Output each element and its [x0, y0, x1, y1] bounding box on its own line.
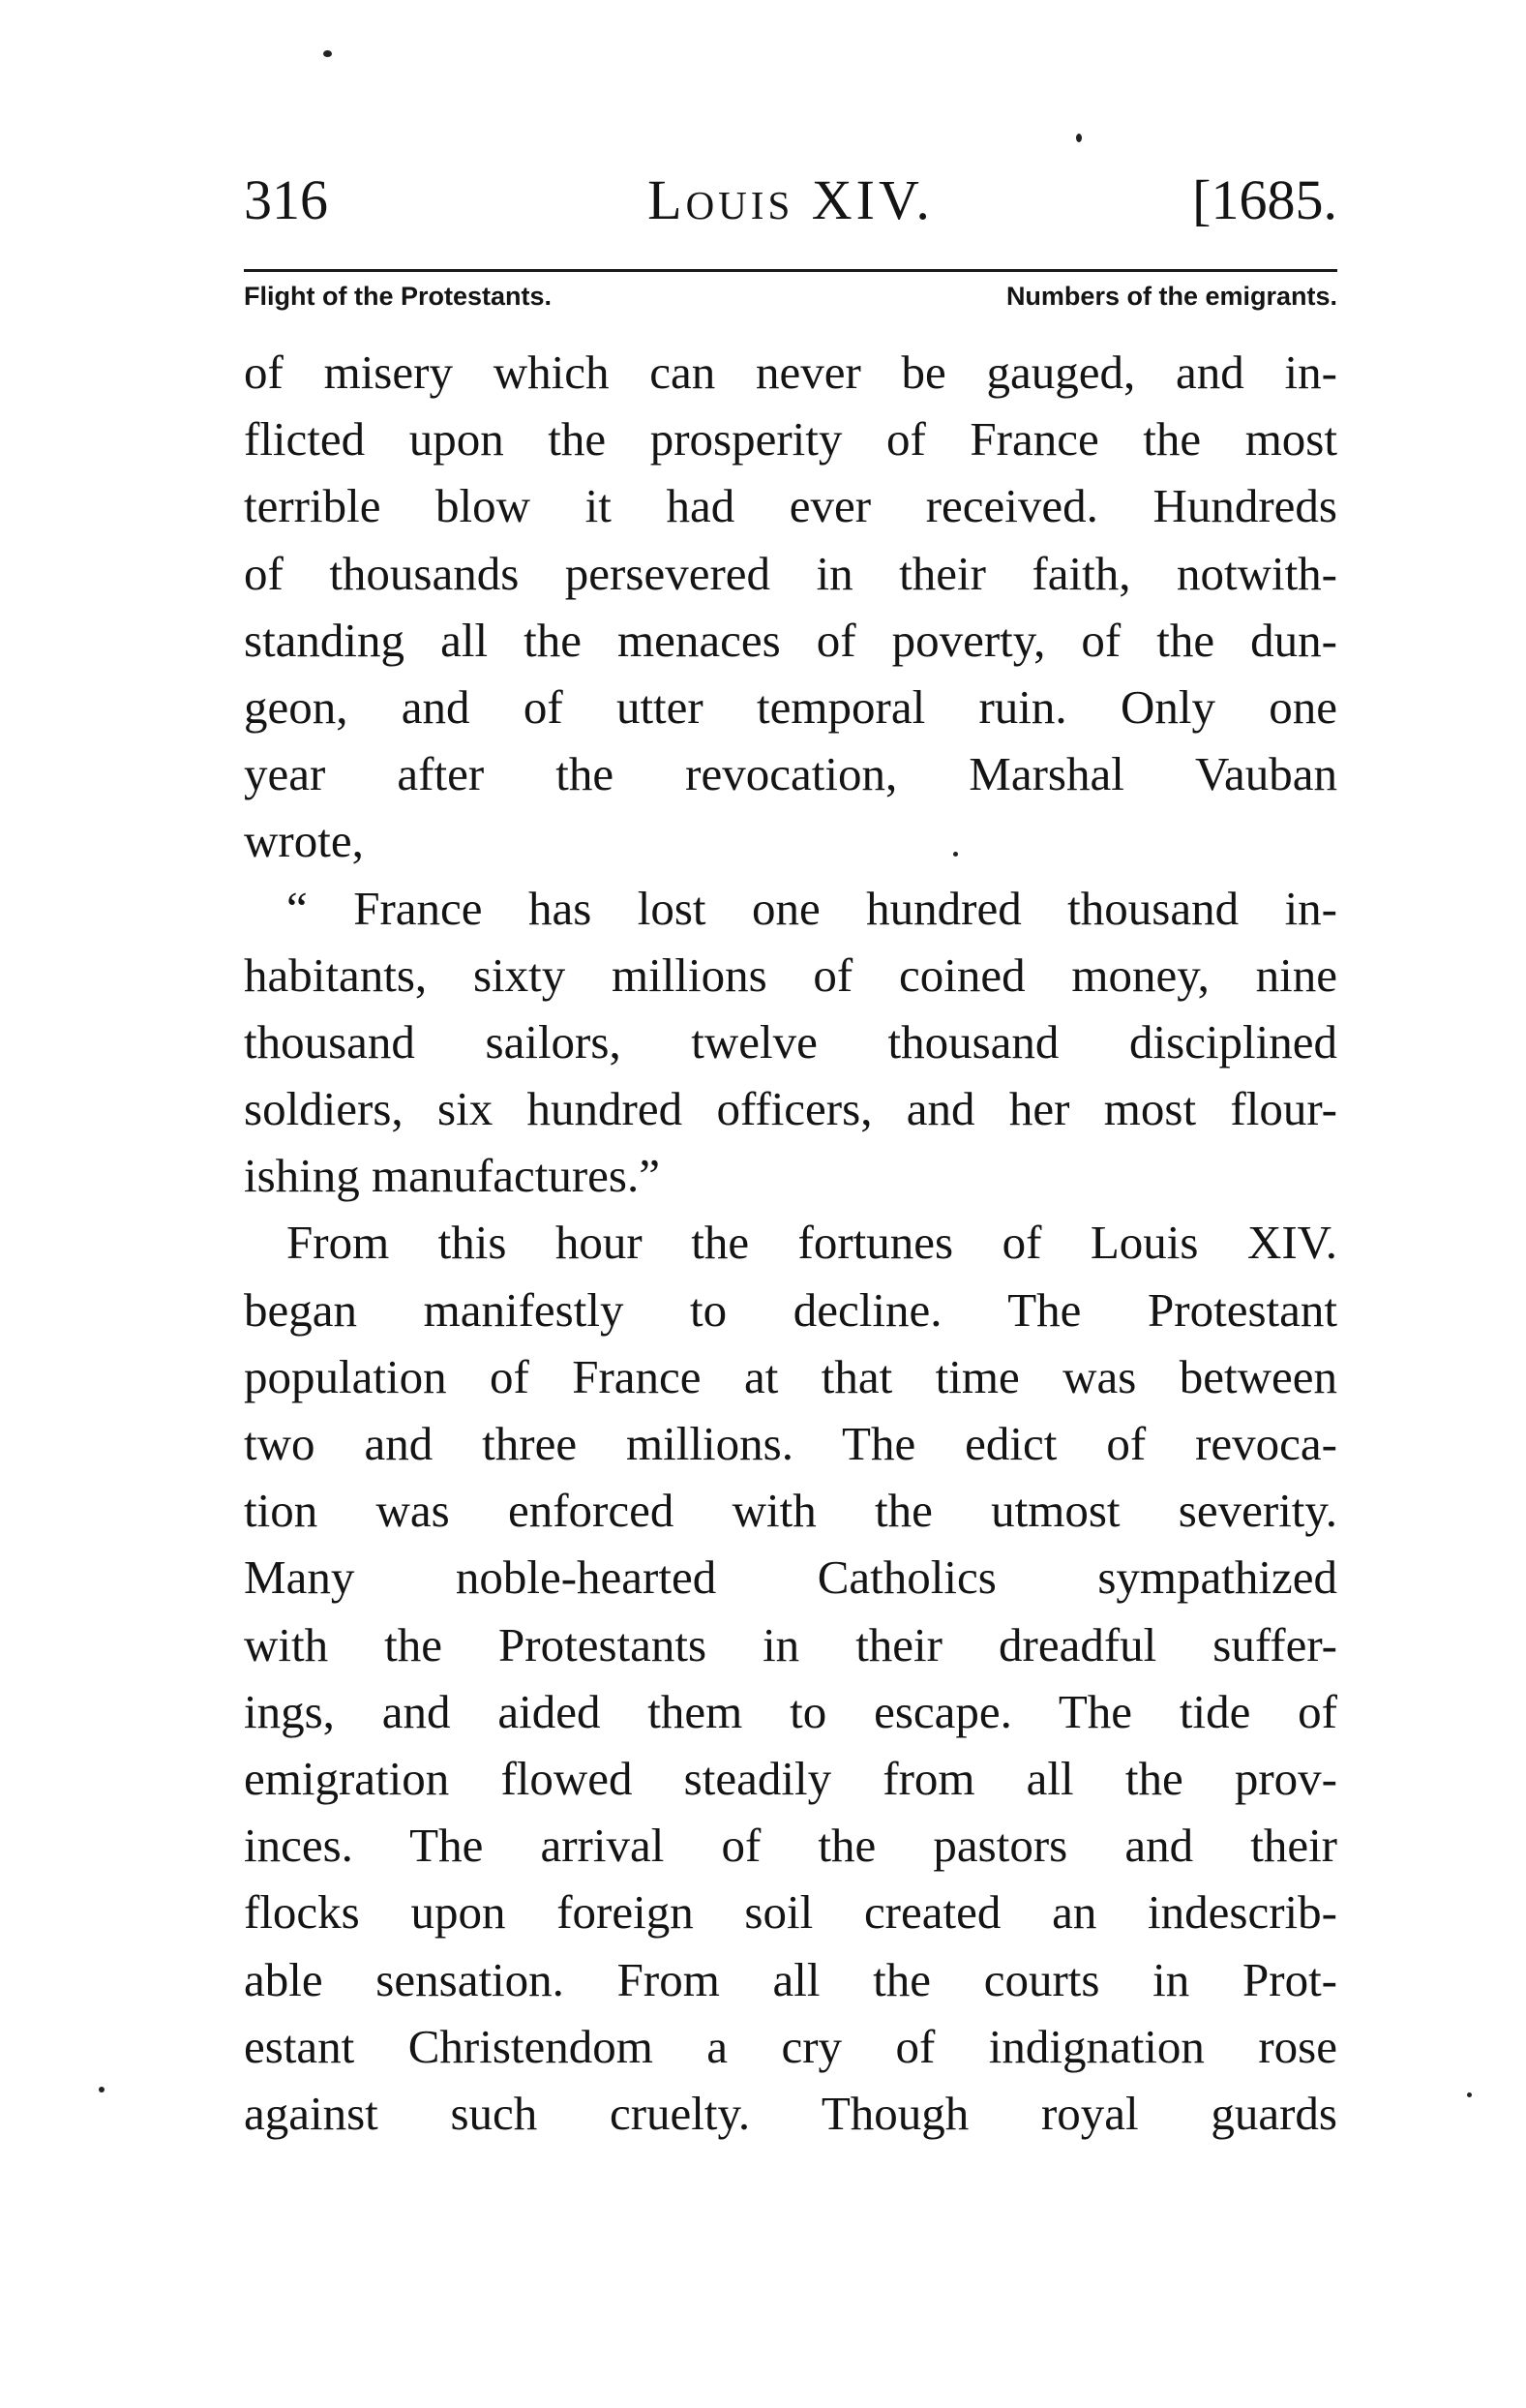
quote-line: ishing manufactures.” — [244, 1149, 660, 1203]
text-line: began manifestly to decline. The Protestant — [244, 1282, 1337, 1337]
header-rule — [244, 269, 1337, 272]
text-line: ings, and aided them to escape. The tide of — [244, 1684, 1337, 1738]
text-line: estant Christendom a cry of indignation rose — [244, 2019, 1337, 2073]
page-number: 316 — [244, 168, 328, 231]
running-year: [1685. — [1192, 168, 1337, 231]
text-line: standing all the menaces of poverty, of the dun- — [244, 613, 1337, 667]
text-line: of thousands persevered in their faith, notwith- — [244, 546, 1337, 600]
ink-speck — [99, 2087, 105, 2092]
quote-line: thousand sailors, twelve thousand disciplined — [244, 1014, 1337, 1069]
text-line: Many noble-hearted Catholics sympathized — [244, 1550, 1337, 1605]
text-line: two and three millions. The edict of revoca- — [244, 1417, 1337, 1470]
text-line: flicted upon the prosperity of France the most — [244, 412, 1337, 467]
side-note-right: Numbers of the emigrants. — [1005, 282, 1337, 311]
ink-speck — [1076, 134, 1082, 142]
text-line: with the Protestants in their dreadful suffer- — [244, 1617, 1337, 1671]
text-line: terrible blow it had ever received. Hundreds — [244, 479, 1337, 533]
text-line: inces. The arrival of the pastors and their — [244, 1819, 1337, 1873]
quote-line: soldiers, six hundred officers, and her most flour- — [244, 1082, 1337, 1136]
running-title: Louis XIV. — [647, 168, 934, 231]
text-line: population of France at that time was between — [244, 1349, 1337, 1403]
body-text — [244, 339, 1337, 2147]
side-note-left: Flight of the Protestants. — [244, 282, 553, 311]
running-head — [244, 166, 1337, 234]
quote-line: “ France has lost one hundred thousand in- — [286, 881, 1337, 935]
text-line: geon, and of utter temporal ruin. Only one — [244, 679, 1337, 734]
ink-speck — [953, 852, 958, 857]
text-line: wrote, — [244, 814, 364, 868]
text-line: emigration flowed steadily from all the prov- — [244, 1751, 1337, 1805]
text-line: year after the revocation, Marshal Vauban — [244, 747, 1337, 801]
quote-line: habitants, sixty millions of coined money, nine — [244, 948, 1337, 1002]
text-line: able sensation. From all the courts in Prot- — [244, 1952, 1337, 2006]
ink-speck — [323, 50, 332, 57]
text-line: of misery which can never be gauged, and in- — [244, 346, 1337, 399]
text-line: flocks upon foreign soil created an indescrib- — [244, 1885, 1337, 1940]
ink-speck — [1467, 2092, 1472, 2097]
text-line: tion was enforced with the utmost severity. — [244, 1484, 1337, 1538]
side-notes — [244, 277, 1337, 316]
text-line: From this hour the fortunes of Louis XIV. — [286, 1216, 1337, 1270]
text-line: against such cruelty. Though royal guards — [244, 2086, 1337, 2140]
